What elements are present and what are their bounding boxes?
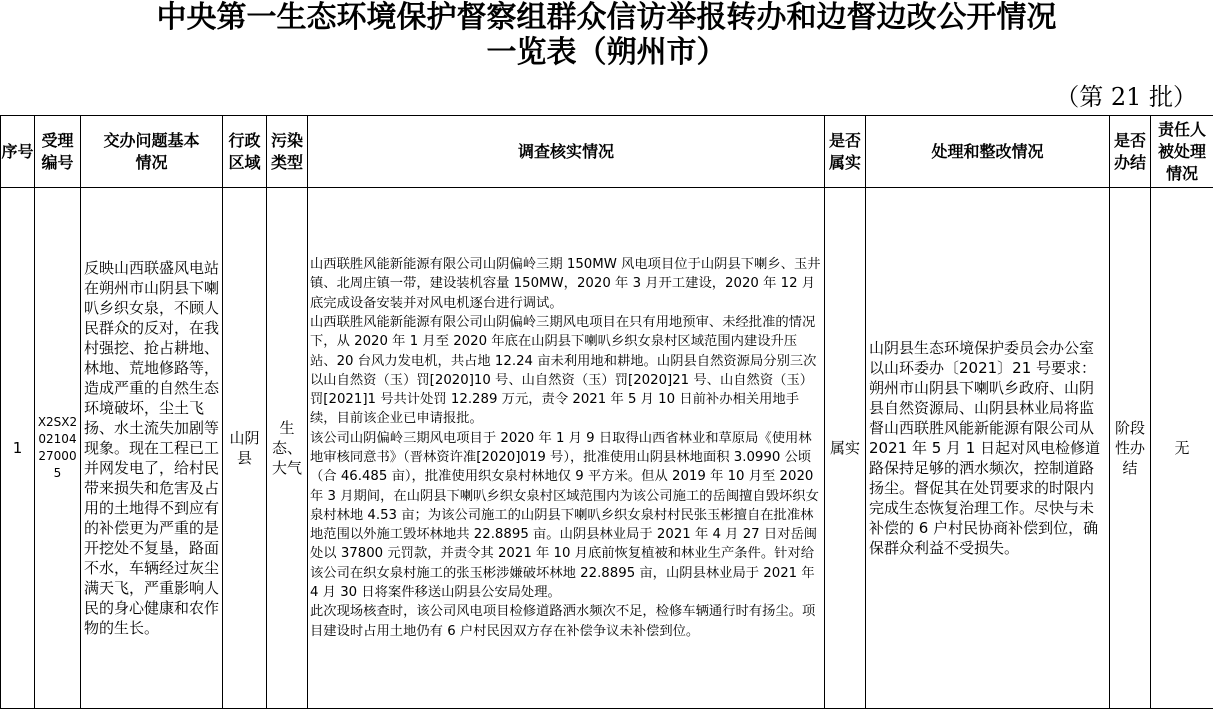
header-seq: 序号 bbox=[1, 116, 35, 188]
table-row bbox=[1, 188, 1213, 709]
investigation-paragraph: 此次现场核查时，该公司风电项目检修道路洒水频次不足，检修车辆通行时有扬尘。项目建设时占用土地仍有 6 户村民因双方存在补偿争议未补偿到位。 bbox=[310, 604, 816, 639]
title-line-1: 中央第一生态环境保护督察组群众信访举报转办和边督边改公开情况 bbox=[156, 0, 1057, 35]
header-accountability: 责任人被处理情况 bbox=[1151, 116, 1213, 188]
cell-issue: 反映山西联盛风电站在朔州市山阴县下喇叭乡织女泉，不顾人民群众的反对，在我村强挖、抢占耕地、林地、荒地修路等，造成严重的自然生态环境破坏，尘土飞扬、水土流失加剧等现象。现在工程已工并网发电了，给村民带来损失和危害及占用的土地得不到应有的补偿更为严重的是开挖处不复垦，路面不水，车辆经过灰尘满天飞，严重影响人民的身心健康和农作物的生长。 bbox=[81, 188, 223, 709]
cell-handling: 山阴县生态环境保护委员会办公室以山环委办〔2021〕21 号要求：朔州市山阴县下喇叭乡政府、山阴县自然资源局、山阴县林业局将监督山西联胜风能新能源有限公司从 2021 年 5 月 1 日起对风电检修道路保持足够的洒水频次，控制道路扬尘。督促其在处罚要求的时限内完成生态恢复治理工作。尽快与未补偿的 6 户村民协商补偿到位，确保群众利益不受损失。 bbox=[866, 188, 1110, 709]
cell-investigation bbox=[308, 188, 825, 709]
page-title bbox=[0, 0, 1213, 80]
header-issue: 交办问题基本情况 bbox=[81, 116, 223, 188]
header-verified: 是否属实 bbox=[825, 116, 866, 188]
header-handling: 处理和整改情况 bbox=[866, 116, 1110, 188]
header-pollution: 污染类型 bbox=[267, 116, 308, 188]
investigation-paragraph: 该公司山阴偏岭三期风电项目于 2020 年 1 月 9 日取得山西省林业和草原局《使用林地审核同意书》（晋林资许准[2020]019 号），批准使用山阴县林地面积 3.0990 公顷（合 46.485 亩），批准使用织女泉村林地仅 9 平方米。但从 2019 年 10 月至 2020 年 3 月期间，在山阴县下喇叭乡织女泉村区域范围内为该公司施工的岳闽擅自毁坏织女泉村林地 4.53 亩；为该公司施工的山阴县下喇叭乡织女泉村村民张玉彬擅自在批准林地范围以外施工毁坏林地共 22.8895 亩。山阴县林业局于 2021 年 4 月 27 日对岳闽处以 37800 元罚款，并责令其 2021 年 10 月底前恢复植被和林业生产条件。针对给该公司在织女泉村施工的张玉彬涉嫌破坏林地 22.8895 亩，山阴县林业局于 2021 年 4 月 30 日将案件移送山阴县公安局处理。 bbox=[310, 430, 819, 601]
header-area: 行政区域 bbox=[223, 116, 267, 188]
cell-case-no: X2SX202104270005 bbox=[35, 188, 81, 709]
header-row bbox=[1, 116, 1213, 188]
header-investigation: 调查核实情况 bbox=[308, 116, 825, 188]
header-closed: 是否办结 bbox=[1110, 116, 1151, 188]
investigation-paragraph: 山西联胜风能新能源有限公司山阴偏岭三期风电项目在只有用地预审、未经批准的情况下，从 2020 年 1 月至 2020 年底在山阴县下喇叭乡织女泉村区域范围内建设升压站、20 台风力发电机，共占地 12.24 亩未利用地和耕地。山阴县自然资源局分别三次以山自然资（玉）罚[2020]10 号、山自然资（玉）罚[2020]21 号、山自然资（玉）罚[2021]1 号共计处罚 12.289 万元，责令 2021 年 5 月 10 日前补办相关用地手续，目前该企业已申请报批。 bbox=[310, 314, 817, 427]
title-line-2: 一览表（朔州市） bbox=[486, 35, 727, 70]
cell-verified: 属实 bbox=[825, 188, 866, 709]
cell-accountability: 无 bbox=[1151, 188, 1213, 709]
disclosure-table bbox=[0, 115, 1213, 709]
header-case-no: 受理编号 bbox=[35, 116, 81, 188]
cell-pollution: 生态、大气 bbox=[267, 188, 308, 709]
investigation-paragraph: 山西联胜风能新能源有限公司山阴偏岭三期 150MW 风电项目位于山阴县下喇乡、玉井镇、北周庄镇一带，建设装机容量 150MW，2020 年 3 月开工建设，2020 年 12 月底完成设备安装并对风电机逐台进行调试。 bbox=[310, 257, 821, 311]
cell-area: 山阴县 bbox=[223, 188, 267, 709]
cell-seq: 1 bbox=[1, 188, 35, 709]
cell-closed: 阶段性办结 bbox=[1110, 188, 1151, 709]
batch-label: （第 21 批） bbox=[1055, 83, 1197, 111]
